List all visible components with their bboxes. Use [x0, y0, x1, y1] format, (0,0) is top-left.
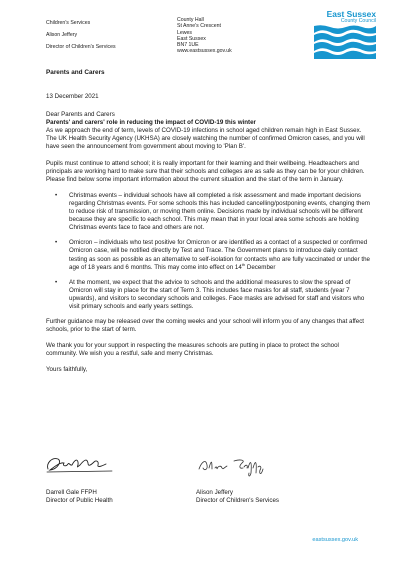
- signature-image: [44, 453, 116, 475]
- logo-subtitle: County Council: [340, 18, 376, 24]
- signature-image: [196, 455, 268, 481]
- bullet-icon: •: [55, 191, 58, 199]
- ordinal-suffix: th: [241, 261, 246, 267]
- address-line: Lewes: [177, 29, 192, 36]
- salutation: Dear Parents and Carers: [46, 111, 115, 119]
- letter-subject: Parents' and carers' role in reducing the impact of COVID-19 this winter: [46, 119, 256, 127]
- waves-logo-icon: [314, 25, 376, 59]
- signatory-name: Alison Jeffery: [196, 489, 234, 496]
- bullet-text: At the moment, we expect that the advice to schools and the additional measures to slow the spread of Omicron will stay in place for the start of Term 3. This includes face masks for all staff, students (year 7 upwards), and visitors to secondary schools and colleges. Face masks are advised for staff and visitors who visit primary schools and early years settings.: [69, 278, 365, 310]
- bullet-text: Christmas events – individual schools have all completed a risk assessment and made important decisions regarding Christmas events. For some schools this has included cancelling/postponing events, changing them to reduce risk of transmission, or moving them online. Decisions made by individual schools will be different because they are specific to each school. This may mean that in your local area some schools are holding Christmas events face to face and others are not.: [69, 191, 370, 232]
- sender-block: [46, 17, 116, 53]
- officer-title: Director of Children's Services: [46, 44, 116, 50]
- address-line: St Anne's Crescent: [177, 23, 221, 30]
- paragraph: Further guidance may be released over the coming weeks and your school will inform you of any changes that affect schools, prior to the start of term.: [46, 318, 365, 334]
- recipient-heading: Parents and Carers: [46, 69, 105, 76]
- letter-date: 13 December 2021: [46, 93, 99, 100]
- bullet-text: Omicron – individuals who test positive for Omicron or are identified as a contact of a suspected or confirmed Omicron case, will be notified directly by Test and Trace. The Government plans to introduce daily contact testing as soon as possible as an alternative to self-isolation for contacts who are fully vaccinated or under the age of 18 years and 6 months. This may come into effect on 14: [69, 239, 370, 271]
- council-logo: [310, 10, 376, 60]
- bullet-icon: •: [55, 278, 58, 286]
- signatory-title: Director of Public Health: [46, 497, 113, 504]
- signoff: Yours faithfully,: [46, 366, 88, 374]
- bullet-icon: •: [55, 239, 58, 247]
- paragraph: As we approach the end of term, levels of COVID-19 infections in school aged children remain high in East Sussex. The UK Health Security Agency (UKHSA) are closely watching the number of confirmed Omicron cases, and you will have seen the announcement from government about moving to 'Plan B'.: [46, 127, 365, 151]
- signatory-name: Darrell Gale FFPH: [46, 489, 97, 496]
- address-line: BN7 1UE: [177, 42, 199, 49]
- signatory-title: Director of Children's Services: [196, 497, 280, 504]
- address-line: East Sussex: [177, 35, 206, 42]
- address-website: www.eastsussex.gov.uk: [177, 48, 232, 55]
- logo-title: East Sussex: [326, 9, 376, 19]
- address-line: County Hall: [177, 17, 204, 23]
- officer-name: Alison Jeffery: [46, 32, 78, 38]
- bullet-item: [46, 239, 370, 271]
- letter-body: [46, 93, 370, 375]
- paragraph: Pupils must continue to attend school; it is really important for their learning and their wellbeing. Headteachers and principals are working hard to make sure that their schools and colleges are as safe as they can be for your children. Please find below some important information about the current situation and the start of the term in January.: [46, 159, 365, 183]
- bullet-item: [46, 192, 370, 232]
- paragraph: We thank you for your support in respecting the measures schools are putting in place to protect the school community. We wish you a restful, safe and merry Christmas.: [46, 342, 339, 358]
- bullet-item: [46, 279, 370, 311]
- signatory: [46, 489, 113, 505]
- signatory: [196, 489, 279, 505]
- bullet-tail: December: [245, 263, 276, 271]
- bullet-list: [46, 192, 370, 311]
- footer-website: eastsussex.gov.uk: [312, 537, 358, 543]
- address-block: [177, 17, 232, 55]
- department-name: Children's Services: [46, 20, 91, 26]
